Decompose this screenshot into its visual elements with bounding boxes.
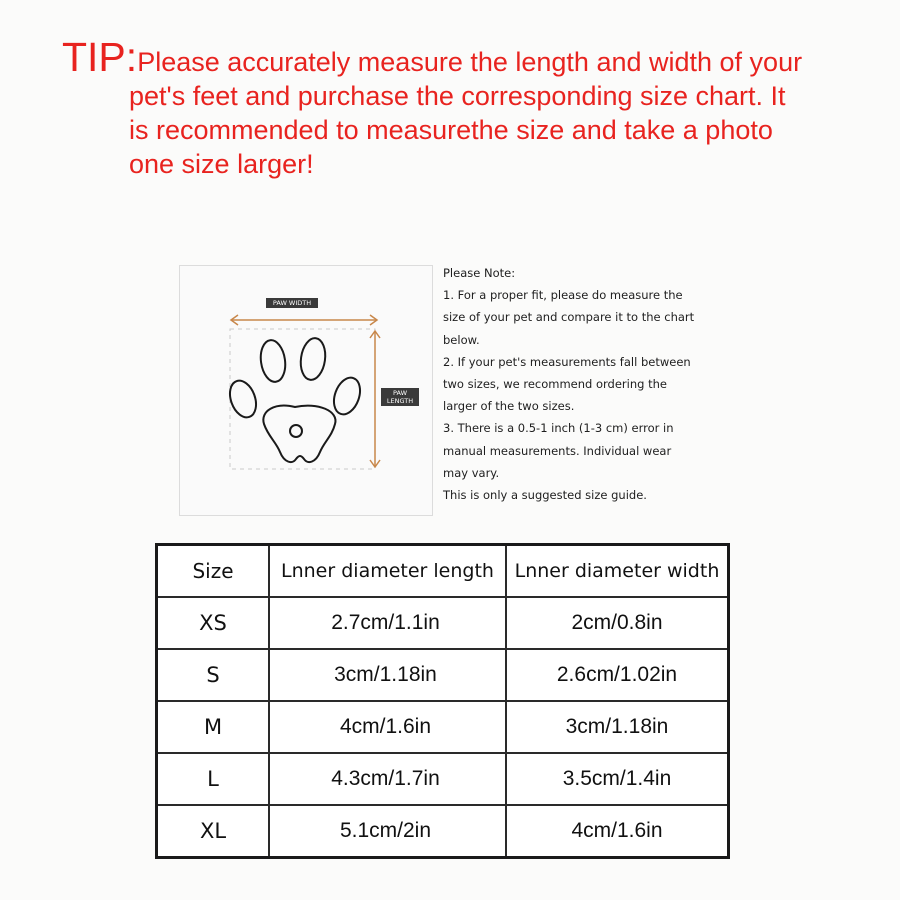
- paw-width-label: PAW WIDTH: [266, 298, 318, 308]
- size-cell: XL: [157, 805, 270, 858]
- table-row: [157, 753, 729, 805]
- table-row: [157, 649, 729, 701]
- note-line: two sizes, we recommend ordering the: [443, 377, 667, 392]
- note-line: may vary.: [443, 465, 500, 480]
- length-cell: 4cm/1.6in: [269, 701, 506, 753]
- width-cell: 3cm/1.18in: [506, 701, 729, 753]
- size-chart-table: [155, 543, 730, 859]
- note-line: 1. For a proper fit, please do measure the: [443, 288, 683, 303]
- size-cell: XS: [157, 597, 270, 649]
- header-width: Lnner diameter width: [506, 545, 729, 598]
- width-cell: 2.6cm/1.02in: [506, 649, 729, 701]
- width-cell: 4cm/1.6in: [506, 805, 729, 858]
- note-line: below.: [443, 332, 480, 347]
- paw-measurement-diagram: [179, 265, 433, 516]
- width-cell: 3.5cm/1.4in: [506, 753, 729, 805]
- length-cell: 2.7cm/1.1in: [269, 597, 506, 649]
- tip-text: Please accurately measure the length and width of your: [137, 47, 803, 77]
- note-line: This is only a suggested size guide.: [443, 488, 647, 503]
- table-row: [157, 701, 729, 753]
- note-line: 3. There is a 0.5-1 inch (1-3 cm) error in: [443, 421, 674, 436]
- please-note-block: [443, 262, 733, 506]
- note-line: size of your pet and compare it to the chart: [443, 310, 695, 325]
- note-line: 2. If your pet's measurements fall between: [443, 354, 691, 369]
- length-cell: 3cm/1.18in: [269, 649, 506, 701]
- tip-line-4: one size larger!: [129, 149, 314, 179]
- note-line: Please Note:: [443, 266, 516, 280]
- tip-block: [62, 34, 882, 181]
- length-cell: 4.3cm/1.7in: [269, 753, 506, 805]
- tip-line-2: pet's feet and purchase the corresponding size chart. It: [129, 81, 786, 111]
- size-cell: M: [157, 701, 270, 753]
- paw-length-label-line-1: PAW: [392, 389, 408, 397]
- width-cell: 2cm/0.8in: [506, 597, 729, 649]
- note-line: larger of the two sizes.: [443, 399, 575, 414]
- size-cell: L: [157, 753, 270, 805]
- length-cell: 5.1cm/2in: [269, 805, 506, 858]
- size-cell: S: [157, 649, 270, 701]
- header-size: Size: [157, 545, 270, 598]
- table-header-row: [157, 545, 729, 598]
- note-line: manual measurements. Individual wear: [443, 443, 672, 458]
- table-row: [157, 805, 729, 858]
- header-length: Lnner diameter length: [269, 545, 506, 598]
- tip-line-3: is recommended to measurethe size and take a photo: [129, 115, 773, 145]
- tip-prefix: TIP:: [62, 34, 138, 80]
- paw-length-label-line-2: LENGTH: [386, 397, 414, 405]
- table-row: [157, 597, 729, 649]
- paw-length-label: [381, 388, 419, 406]
- tip-line-1: [62, 34, 882, 80]
